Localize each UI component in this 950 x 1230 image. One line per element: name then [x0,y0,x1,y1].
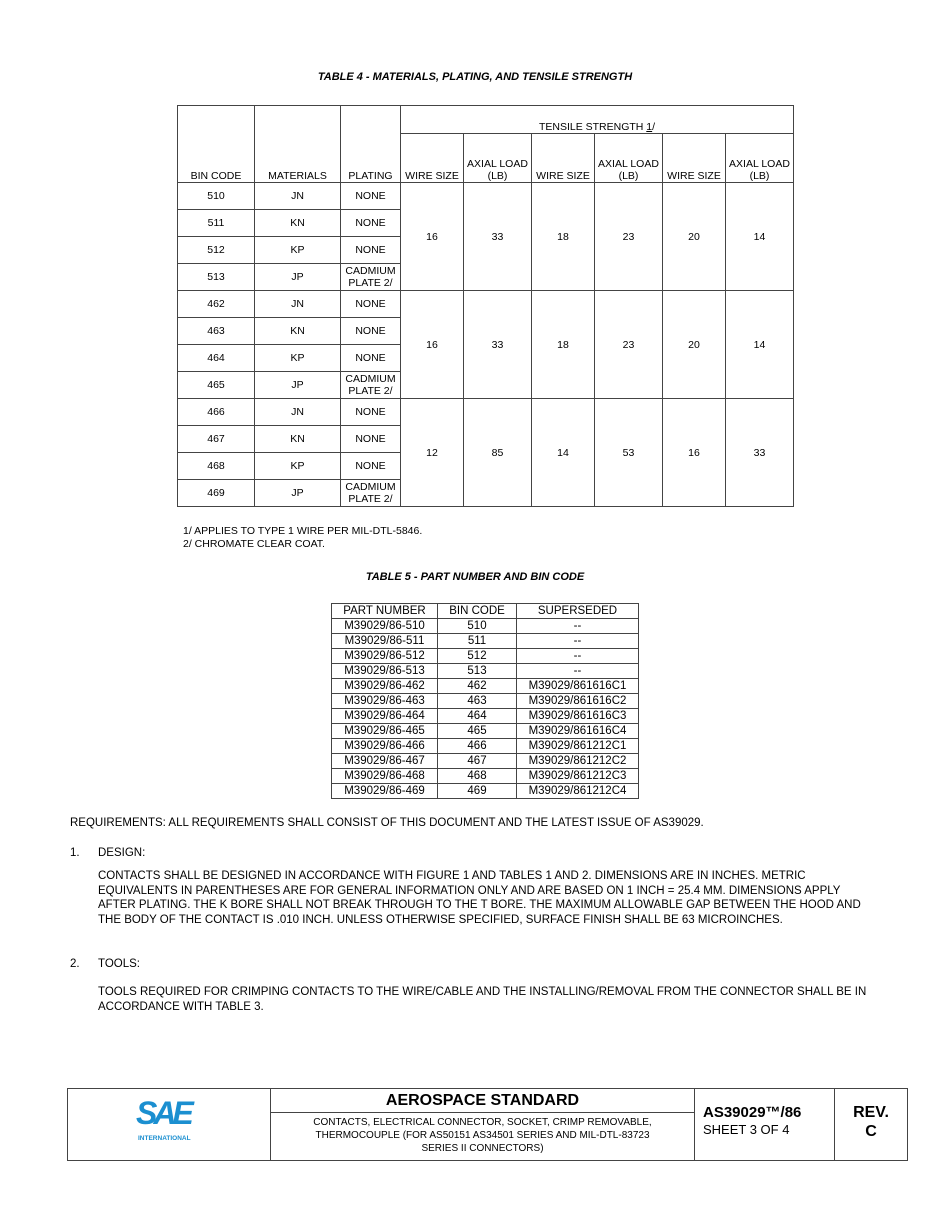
table-row [332,649,639,664]
section-number: 2. [70,958,80,970]
superseded-cell: M39029/861212C4 [517,784,639,799]
wire-size-cell: 18 [532,291,595,399]
superseded-cell: -- [517,619,639,634]
tensile-note-ref: 1 [646,121,653,133]
materials-cell: JP [255,264,341,291]
requirements-text: REQUIREMENTS: ALL REQUIREMENTS SHALL CONSIST OF THIS DOCUMENT AND THE LATEST ISSUE OF AS39029. [70,817,704,829]
footnote-2: 2/ CHROMATE CLEAR COAT. [183,538,325,550]
axial-load-cell: 85 [464,399,532,507]
bin-code-cell: 512 [178,237,255,264]
superseded-cell: M39029/861212C3 [517,769,639,784]
axial-load-cell: 14 [726,183,794,291]
bin-code-cell: 467 [438,754,517,769]
header-plating: PLATING [341,106,401,183]
table-row [332,709,639,724]
bin-code-cell: 469 [178,480,255,507]
table-row [332,634,639,649]
axial-load-cell: 53 [595,399,663,507]
superseded-cell: M39029/861616C2 [517,694,639,709]
tensile-note-slash: / [652,121,656,133]
materials-cell: JN [255,291,341,318]
bin-code-cell: 464 [438,709,517,724]
materials-cell: KN [255,318,341,345]
superseded-cell: M39029/861616C4 [517,724,639,739]
superseded-cell: M39029/861616C1 [517,679,639,694]
table-row [332,754,639,769]
materials-cell: KN [255,426,341,453]
superseded-cell: M39029/861616C3 [517,709,639,724]
header-superseded: SUPERSEDED [517,604,639,619]
table-row [178,399,794,426]
table-row [332,739,639,754]
table-row [332,769,639,784]
plating-cell: CADMIUM PLATE 2/ [341,372,401,399]
bin-code-cell: 468 [438,769,517,784]
header-wire-size: WIRE SIZE [663,134,726,183]
wire-size-cell: 20 [663,183,726,291]
table4-title: TABLE 4 - MATERIALS, PLATING, AND TENSILE STRENGTH [317,71,633,83]
bin-code-cell: 468 [178,453,255,480]
axial-load-cell: 33 [464,183,532,291]
wire-size-cell: 16 [401,183,464,291]
wire-size-cell: 14 [532,399,595,507]
header-part-number: PART NUMBER [332,604,438,619]
title-block [67,1088,908,1161]
tensile-label: TENSILE STRENGTH [538,121,647,133]
plating-cell: NONE [341,399,401,426]
section-number: 1. [70,847,80,859]
superseded-cell: -- [517,649,639,664]
wire-size-cell: 16 [663,399,726,507]
doc-number-cell [695,1089,835,1160]
bin-code-cell: 463 [438,694,517,709]
header-bin-code: BIN CODE [178,106,255,183]
table-row [332,664,639,679]
axial-load-cell: 33 [464,291,532,399]
sheet-number: SHEET 3 OF 4 [703,1122,790,1137]
header-axial-load: AXIAL LOAD (LB) [726,134,794,183]
wire-size-cell: 12 [401,399,464,507]
part-number-cell: M39029/86-510 [332,619,438,634]
axial-load-cell: 33 [726,399,794,507]
section-body: CONTACTS SHALL BE DESIGNED IN ACCORDANCE WITH FIGURE 1 AND TABLES 1 AND 2. DIMENSIONS ARE IN INCHES. METRIC EQUIVALENTS IN PARENTHESES ARE FOR GENERAL INFORMATION ONLY AND ARE BASED ON 1 INCH = 25.4 MM. DIMENSIONS APPLY AFTER PLATING. THE K BORE SHALL NOT BREAK THROUGH TO THE T BORE. THE MAXIMUM ALLOWABLE GAP BETWEEN THE HOOD AND THE BODY OF THE CONTACT IS .010 INCH. UNLESS OTHERWISE SPECIFIED, SURFACE FINISH SHALL BE 63 MICROINCHES. [98,870,861,926]
bin-code-cell: 510 [178,183,255,210]
bin-code-cell: 465 [178,372,255,399]
header-axial-load: AXIAL LOAD (LB) [464,134,532,183]
bin-code-cell: 510 [438,619,517,634]
part-number-cell: M39029/86-462 [332,679,438,694]
plating-cell: NONE [341,453,401,480]
materials-cell: KP [255,453,341,480]
table5-title: TABLE 5 - PART NUMBER AND BIN CODE [365,571,585,583]
superseded-cell: M39029/861212C1 [517,739,639,754]
bin-code-cell: 513 [178,264,255,291]
plating-cell: NONE [341,318,401,345]
header-wire-size: WIRE SIZE [532,134,595,183]
section-body: TOOLS REQUIRED FOR CRIMPING CONTACTS TO THE WIRE/CABLE AND THE INSTALLING/REMOVAL FROM THE CONNECTOR SHALL BE IN ACCORDANCE WITH TABLE 3. [98,986,867,1013]
table-row [332,784,639,799]
header-tensile-strength [401,106,794,134]
superseded-cell: -- [517,664,639,679]
materials-cell: KN [255,210,341,237]
sae-logo-sub: INTERNATIONAL [138,1135,191,1142]
materials-cell: JN [255,183,341,210]
sae-logo: SAE [136,1095,190,1131]
plating-cell: NONE [341,183,401,210]
bin-code-cell: 462 [178,291,255,318]
materials-cell: JN [255,399,341,426]
plating-cell: CADMIUM PLATE 2/ [341,480,401,507]
wire-size-cell: 16 [401,291,464,399]
materials-cell: KP [255,345,341,372]
plating-cell: NONE [341,237,401,264]
standard-heading: AEROSPACE STANDARD [271,1089,694,1113]
bin-code-cell: 463 [178,318,255,345]
bin-code-cell: 467 [178,426,255,453]
materials-cell: JP [255,372,341,399]
part-number-cell: M39029/86-465 [332,724,438,739]
axial-load-cell: 23 [595,291,663,399]
bin-code-cell: 512 [438,649,517,664]
table-header-row [332,604,639,619]
materials-table [177,105,794,507]
doc-number: AS39029™/86 [703,1104,802,1121]
section-heading: DESIGN: [98,847,146,859]
part-number-cell: M39029/86-464 [332,709,438,724]
table-row [332,694,639,709]
header-wire-size: WIRE SIZE [401,134,464,183]
footnote-1: 1/ APPLIES TO TYPE 1 WIRE PER MIL-DTL-5846. [183,525,423,537]
plating-cell: NONE [341,210,401,237]
part-number-cell: M39029/86-463 [332,694,438,709]
plating-cell: CADMIUM PLATE 2/ [341,264,401,291]
table-row [178,291,794,318]
plating-cell: NONE [341,291,401,318]
part-number-cell: M39029/86-511 [332,634,438,649]
part-number-cell: M39029/86-512 [332,649,438,664]
bin-code-cell: 462 [438,679,517,694]
part-number-cell: M39029/86-467 [332,754,438,769]
table-row [332,679,639,694]
bin-code-cell: 465 [438,724,517,739]
revision-label: REV. [853,1104,889,1121]
table-row [332,619,639,634]
axial-load-cell: 14 [726,291,794,399]
materials-cell: KP [255,237,341,264]
revision-value: C [865,1123,877,1140]
axial-load-cell: 23 [595,183,663,291]
bin-code-cell: 466 [438,739,517,754]
plating-cell: NONE [341,426,401,453]
table-row [332,724,639,739]
header-materials: MATERIALS [255,106,341,183]
header-axial-load: AXIAL LOAD (LB) [595,134,663,183]
document-description: CONTACTS, ELECTRICAL CONNECTOR, SOCKET, CRIMP REMOVABLE, THERMOCOUPLE (FOR AS50151 AS34501 SERIES AND MIL-DTL-83723 SERIES II CONNECTORS) [313,1117,652,1154]
section-heading: TOOLS: [98,958,140,970]
bin-code-cell: 511 [438,634,517,649]
bin-code-cell: 466 [178,399,255,426]
wire-size-cell: 18 [532,183,595,291]
bin-code-cell: 513 [438,664,517,679]
plating-cell: NONE [341,345,401,372]
part-number-table [331,603,639,799]
part-number-cell: M39029/86-513 [332,664,438,679]
revision-cell [835,1103,907,1141]
superseded-cell: -- [517,634,639,649]
header-bin-code: BIN CODE [438,604,517,619]
logo-cell [68,1089,271,1160]
bin-code-cell: 511 [178,210,255,237]
bin-code-cell: 469 [438,784,517,799]
superseded-cell: M39029/861212C2 [517,754,639,769]
materials-cell: JP [255,480,341,507]
part-number-cell: M39029/86-469 [332,784,438,799]
part-number-cell: M39029/86-466 [332,739,438,754]
bin-code-cell: 464 [178,345,255,372]
title-cell [271,1089,695,1160]
wire-size-cell: 20 [663,291,726,399]
table-row [178,183,794,210]
part-number-cell: M39029/86-468 [332,769,438,784]
